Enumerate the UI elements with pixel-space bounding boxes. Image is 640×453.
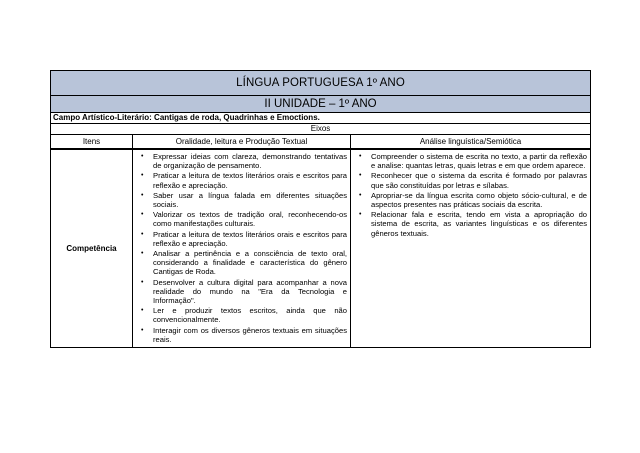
analise-cell [351,149,591,348]
list-item: • Ler e produzir textos escritos, ainda que não convencionalmente. [141,306,347,325]
list-item: • Saber usar a língua falada em diferentes situações sociais. [141,190,347,210]
unit-title: II UNIDADE – 1º ANO [51,96,591,113]
oralidade-cell [133,149,351,348]
competencia-label: Competência [51,149,133,348]
list-item: • Reconhecer que o sistema da escrita é formado por palavras que são constituídas por letras e sílabas. [359,171,588,190]
campo-label: Campo Artístico-Literário: Cantigas de roda, Quadrinhas e Emoctions. [51,113,591,124]
list-item: • Interagir com os diversos gêneros textuais em situações reais. [141,325,347,344]
eixos-label: Eixos [51,124,591,135]
analise-list [351,150,590,241]
list-item: • Praticar a leitura de textos literários orais e escritos para reflexão e apreciação. [141,229,347,248]
list-item: • Desenvolver a cultura digital para acompanhar a nova realidade do mundo na "Era da Tecnologia e Informação". [141,277,347,306]
list-item: • Apropriar-se da língua escrita como objeto sócio-cultural, e de aspectos presentes nas práticas sociais da escrita. [359,190,588,210]
header-analise: Análise linguística/Semiótica [351,135,591,150]
oralidade-list [133,150,350,347]
header-oralidade: Oralidade, leitura e Produção Textual [133,135,351,150]
list-item: • Valorizar os textos de tradição oral, reconhecendo-os como manifestações culturais. [141,210,347,229]
list-item: • Expressar ideias com clareza, demonstrando tentativas de organização de pensamento. [141,152,347,171]
list-item: • Praticar a leitura de textos literários orais e escritos para reflexão e apreciação. [141,171,347,190]
document-title: LÍNGUA PORTUGUESA 1º ANO [51,71,591,96]
list-item: • Analisar a pertinência e a consciência de texto oral, considerando a finalidade e característica do gênero Cantigas de Roda. [141,249,347,277]
header-itens: Itens [51,135,133,150]
list-item: • Compreender o sistema de escrita no texto, a partir da reflexão e analise: quantas letras, quais letras e em que ordem aparece. [359,152,588,171]
curriculum-table [50,70,591,348]
list-item: • Relacionar fala e escrita, tendo em vista a apropriação do sistema de escrita, as variantes linguísticas e os diferentes gêneros textuais. [359,210,588,238]
